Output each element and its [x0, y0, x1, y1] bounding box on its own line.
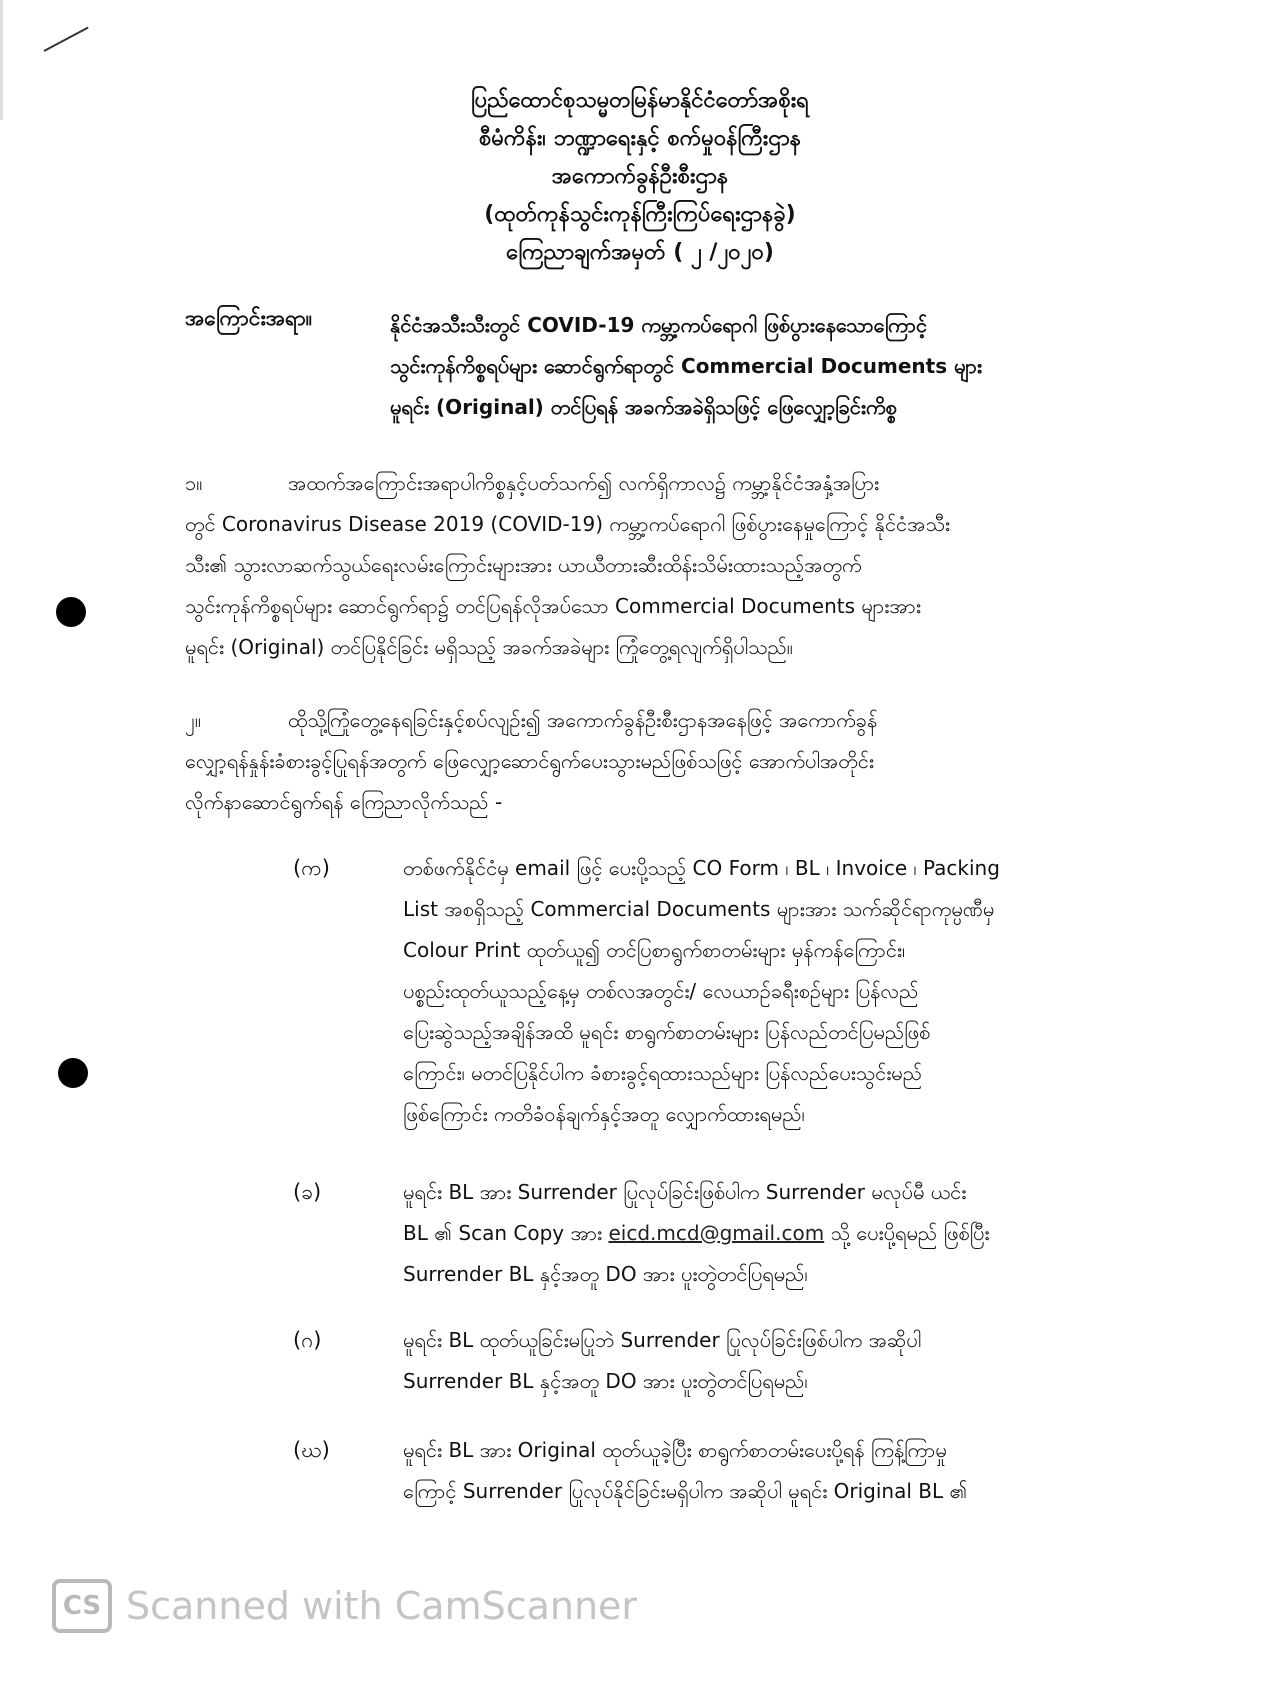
paragraph-line: မူရင်း (Original) တင်ပြနိုင်ခြင်း မရှိသည့် အခက်အခဲများ ကြုံတွေ့ရလျက်ရှိပါသည်။: [185, 635, 793, 659]
item-line: ပစ္စည်းထုတ်ယူသည့်နေ့မှ တစ်လအတွင်း/ လေယာဉ်ခရီးစဉ်များ ပြန်လည်: [403, 979, 919, 1003]
camscanner-watermark: [52, 1576, 637, 1636]
item-text: [403, 1430, 1153, 1512]
subject-line: မူရင်း (Original) တင်ပြရန် အခက်အခဲရှိသဖြင့် ဖြေလျှော့ခြင်းကိစ္စ: [390, 395, 897, 419]
item-line: မူရင်း BL အား Original ထုတ်ယူခဲ့ပြီး စာရွက်စာတမ်းပေးပို့ရန် ကြန့်ကြာမှု: [403, 1438, 947, 1462]
item-line: ကြောင့် Surrender ပြုလုပ်နိုင်ခြင်းမရှိပါက အဆိုပါ မူရင်း Original BL ၏: [403, 1479, 968, 1503]
item-line: Colour Print ထုတ်ယူ၍ တင်ပြစာရွက်စာတမ်းများ မှန်ကန်ကြောင်း၊: [403, 938, 906, 962]
paragraph-line: လိုက်နာဆောင်ရွက်ရန် ကြေညာလိုက်သည် -: [185, 790, 503, 814]
item-label: (ဃ): [293, 1438, 330, 1462]
header-division: (ထုတ်ကုန်သွင်းကုန်ကြီးကြပ်ရေးဌာနခွဲ): [484, 202, 796, 227]
document-header: [300, 82, 980, 272]
paragraph-line: အထက်အကြောင်းအရာပါကိစ္စနှင့်ပတ်သက်၍ လက်ရှိကာလ၌ ကမ္ဘာ့နိုင်ငံအနှံ့အပြား: [288, 471, 880, 495]
item-label: (ခ): [293, 1180, 322, 1204]
item-line: List အစရှိသည့် Commercial Documents များအား သက်ဆိုင်ရာကုမ္ပဏီမှ: [403, 897, 995, 921]
paragraph-line: ထိုသို့ကြုံတွေ့နေရခြင်းနှင့်စပ်လျဉ်း၍ အကောက်ခွန်ဦးစီးဌာနအနေဖြင့် အကောက်ခွန်: [288, 708, 878, 732]
email-link[interactable]: eicd.mcd@gmail.com: [608, 1221, 825, 1245]
paragraph-line: သွင်းကုန်ကိစ္စရပ်များ ဆောင်ရွက်ရာ၌ တင်ပြရန်လိုအပ်သော Commercial Documents များအား: [185, 594, 921, 618]
page-edge-shadow: [0, 0, 3, 120]
header-department: အကောက်ခွန်ဦးစီးဌာန: [551, 164, 729, 189]
item-text: [403, 1320, 1153, 1402]
punch-hole: [56, 597, 86, 627]
item-line: မူရင်း BL ထုတ်ယူခြင်းမပြုဘဲ Surrender ပြုလုပ်ခြင်းဖြစ်ပါက အဆိုပါ: [403, 1328, 922, 1352]
paragraph-number: ၁။: [185, 471, 203, 495]
camscanner-logo-icon: CS: [52, 1579, 112, 1633]
item-line-prefix: BL ၏ Scan Copy အား: [403, 1221, 609, 1245]
item-line: ပြေးဆွဲသည့်အချိန်အထိ မူရင်း စာရွက်စာတမ်းများ ပြန်လည်တင်ပြမည်ဖြစ်: [403, 1020, 931, 1044]
item-text: [403, 848, 1153, 1135]
header-ministry: စီမံကိန်း၊ ဘဏ္ဍာရေးနှင့် စက်မှုဝန်ကြီးဌာန: [478, 126, 802, 151]
punch-hole: [58, 1058, 88, 1088]
item-line: တစ်ဖက်နိုင်ငံမှ email ဖြင့် ပေးပို့သည့် CO Form ၊ BL ၊ Invoice ၊ Packing: [403, 856, 1000, 880]
item-line-suffix: သို့ ပေးပို့ရမည် ဖြစ်ပြီး: [824, 1221, 990, 1245]
item-line: မူရင်း BL အား Surrender ပြုလုပ်ခြင်းဖြစ်ပါက Surrender မလုပ်မီ ယင်း: [403, 1180, 967, 1204]
subject-label: အကြောင်းအရာ။: [185, 306, 313, 330]
announcement-number: ကြေညာချက်အမှတ် ( ၂ /၂၀၂၀): [506, 240, 774, 265]
item-line: Surrender BL နှင့်အတူ DO အား ပူးတွဲတင်ပြရမည်၊: [403, 1369, 808, 1393]
pen-mark: [44, 27, 89, 52]
header-government: ပြည်ထောင်စုသမ္မတမြန်မာနိုင်ငံတော်အစိုးရ: [471, 88, 809, 113]
item-line: ဖြစ်ကြောင်း ကတိခံဝန်ချက်နှင့်အတူ လျှောက်ထားရမည်၊: [403, 1102, 805, 1126]
paragraph-2: [185, 700, 1155, 823]
paragraph-line: လျှော့ရန်နှုန်းခံစားခွင့်ပြုရန်အတွက် ဖြေလျှော့ဆောင်ရွက်ပေးသွားမည်ဖြစ်သဖြင့် အောက်ပါအတိုင်း: [185, 749, 874, 773]
subject-line: နိုင်ငံအသီးသီးတွင် COVID-19 ကမ္ဘာ့ကပ်ရောဂါ ဖြစ်ပွားနေသောကြောင့်: [390, 313, 928, 337]
subject-text: [390, 305, 1145, 428]
item-line: [403, 1213, 1153, 1254]
subject-line: သွင်းကုန်ကိစ္စရပ်များ ဆောင်ရွက်ရာတွင် Commercial Documents များ: [390, 354, 982, 378]
item-label: (က): [293, 856, 330, 880]
paragraph-number: ၂။: [185, 708, 201, 732]
paragraph-line: တွင် Coronavirus Disease 2019 (COVID-19) ကမ္ဘာ့ကပ်ရောဂါ ဖြစ်ပွားနေမှုကြောင့် နိုင်ငံအသီး: [185, 512, 950, 536]
item-line: Surrender BL နှင့်အတူ DO အား ပူးတွဲတင်ပြရမည်၊: [403, 1262, 808, 1286]
paragraph-line: သီး၏ သွားလာဆက်သွယ်ရေးလမ်းကြောင်းများအား ယာယီတားဆီးထိန်းသိမ်းထားသည့်အတွက်: [185, 553, 862, 577]
item-label: (ဂ): [293, 1328, 322, 1352]
paragraph-1: [185, 463, 1155, 668]
item-line: ကြောင်း၊ မတင်ပြနိုင်ပါက ခံစားခွင့်ရထားသည်များ ပြန်လည်ပေးသွင်းမည်: [403, 1061, 923, 1085]
watermark-text: Scanned with CamScanner: [126, 1584, 638, 1628]
item-text: [403, 1172, 1153, 1295]
